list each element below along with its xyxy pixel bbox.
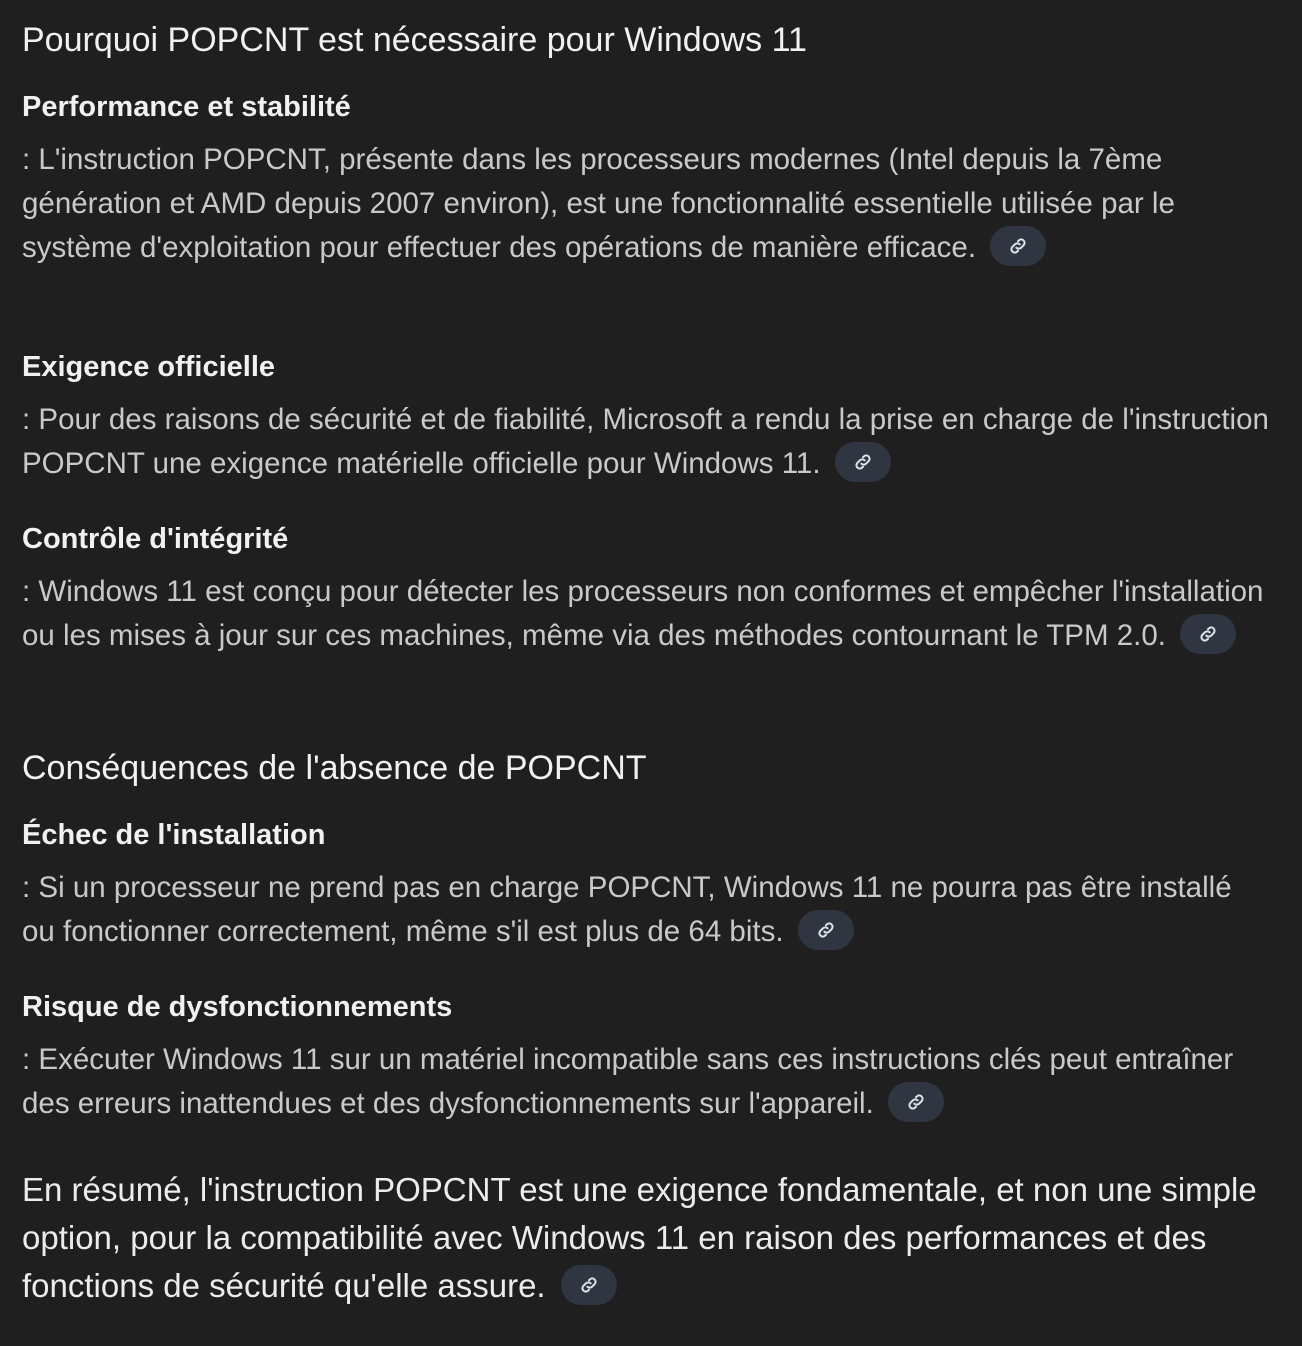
link-icon [853, 452, 873, 472]
item-body-integrity-check-text: : Windows 11 est conçu pour détecter les processeurs non conformes et empêcher l'installation ou les mises à jour sur ces machines, même via des méthodes contournant le TPM 2.0. [22, 575, 1264, 652]
source-link-button[interactable] [888, 1082, 944, 1122]
item-body-performance-text: : L'instruction POPCNT, présente dans les processeurs modernes (Intel depuis la 7ème génération et AMD depuis 2007 environ), est une fonctionnalité essentielle utilisée par le système d'exploitation pour effectuer des opérations de manière efficace. [22, 143, 1175, 264]
item-title-performance: Performance et stabilité [22, 91, 351, 123]
source-link-button[interactable] [1180, 614, 1236, 654]
link-icon [906, 1092, 926, 1112]
summary-paragraph [22, 1166, 1272, 1310]
item-body-install-failure-text: : Si un processeur ne prend pas en charge POPCNT, Windows 11 ne pourra pas être installé ou fonctionner correctement, même s'il est plus de 64 bits. [22, 871, 1232, 948]
item-body-malfunction-risk-text: : Exécuter Windows 11 sur un matériel incompatible sans ces instructions clés peut entraîner des erreurs inattendues et des dysfonctionnements sur l'appareil. [22, 1043, 1234, 1120]
item-body-install-failure [22, 866, 1272, 954]
section-heading-why: Pourquoi POPCNT est nécessaire pour Windows 11 [22, 21, 807, 59]
section-heading-consequences: Conséquences de l'absence de POPCNT [22, 749, 647, 787]
item-title-malfunction-risk: Risque de dysfonctionnements [22, 991, 453, 1023]
item-body-performance [22, 138, 1272, 270]
link-icon [1008, 236, 1028, 256]
item-body-integrity-check [22, 570, 1272, 658]
link-icon [816, 920, 836, 940]
source-link-button[interactable] [835, 442, 891, 482]
item-title-integrity-check: Contrôle d'intégrité [22, 523, 289, 555]
item-title-official-requirement: Exigence officielle [22, 351, 276, 383]
summary-text: En résumé, l'instruction POPCNT est une exigence fondamentale, et non une simple option, pour la compatibilité avec Windows 11 en raison des performances et des fonctions de sécurité qu'elle assure. [22, 1171, 1257, 1304]
item-body-malfunction-risk [22, 1038, 1272, 1126]
item-body-official-requirement-text: : Pour des raisons de sécurité et de fiabilité, Microsoft a rendu la prise en charge de l'instruction POPCNT une exigence matérielle officielle pour Windows 11. [22, 403, 1269, 480]
item-body-official-requirement [22, 398, 1272, 486]
source-link-button[interactable] [561, 1265, 617, 1305]
link-icon [1198, 624, 1218, 644]
source-link-button[interactable] [798, 910, 854, 950]
source-link-button[interactable] [990, 226, 1046, 266]
link-icon [579, 1275, 599, 1295]
item-title-install-failure: Échec de l'installation [22, 819, 326, 851]
